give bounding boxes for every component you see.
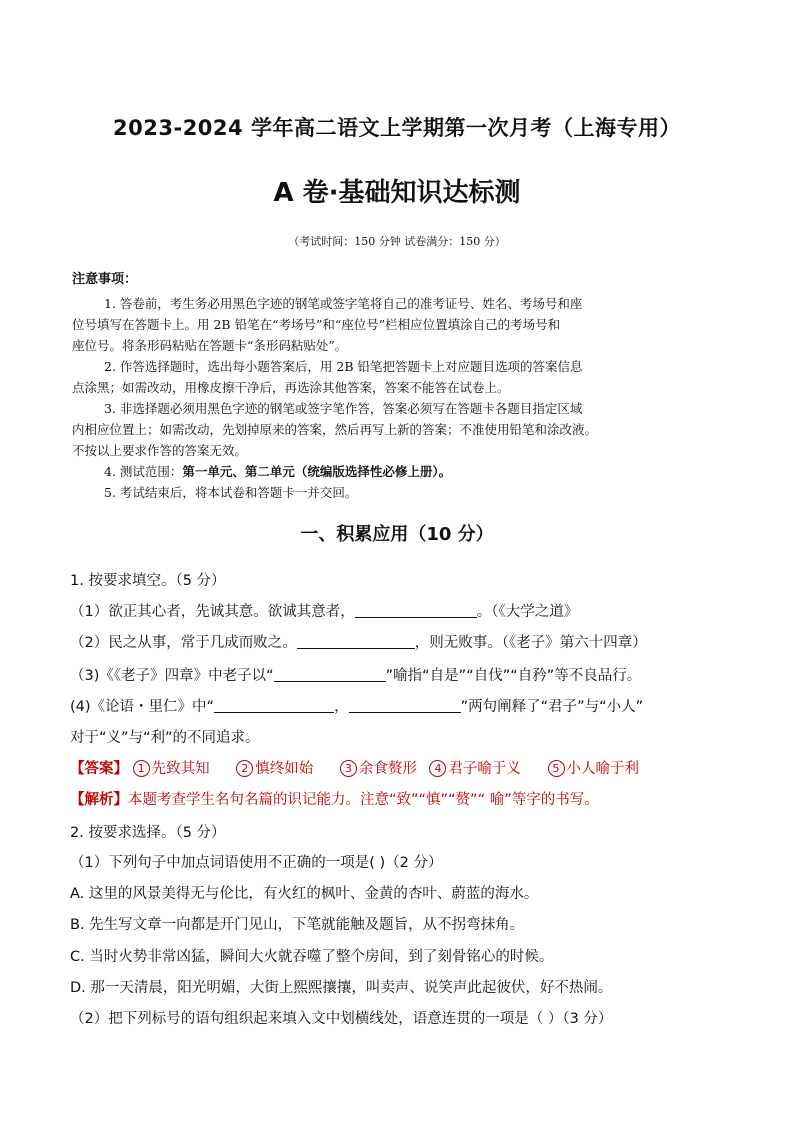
q1-analysis [70, 788, 599, 809]
q1-sub4-text-b: ”两句阐释了“君子”与“小人” [460, 699, 644, 715]
answer-number-5: 5 [548, 760, 565, 777]
exam-title: 2023-2024 学年高二语文上学期第一次月考（上海专用） [113, 116, 681, 140]
q2-sub1: （1）下列句子中加点词语使用不正确的一项是( )（2 分） [70, 855, 443, 871]
q1-answer [70, 757, 639, 778]
q1-sub3 [70, 664, 641, 685]
notice-item-1-line-1: 1. 答卷前，考生务必用黑色字迹的钢笔或签字笔将自己的准考证号、姓名、考场号和座 [104, 296, 583, 311]
q1-sub1-text-a: （1）欲正其心者，先诚其意。欲诚其意者， [70, 604, 355, 620]
answer-number-3: 3 [340, 760, 357, 777]
answer-number-1: 1 [133, 760, 150, 777]
answer-text-3: 余食赘形 [358, 761, 417, 777]
q2-option-b: B. 先生写文章一向都是开门见山，下笔就能触及题旨，从不拐弯抹角。 [70, 917, 525, 933]
q2-sub2: （2）把下列标号的语句组织起来填入文中划横线处，语意连贯的一项是（ ）（3 分） [70, 1011, 613, 1027]
q1-sub2 [70, 631, 647, 652]
q1-sub1-text-b: 。（《大学之道》 [476, 604, 579, 620]
q1-sub3-blank [274, 665, 386, 682]
answer-3 [340, 761, 417, 777]
answer-2 [236, 761, 313, 777]
notice-heading: 注意事项： [72, 272, 138, 287]
notice-item-2-line-2: 点涂黑；如需改动，用橡皮擦干净后，再选涂其他答案，答案不能答在试卷上。 [72, 380, 510, 395]
notice-item-3-line-3: 不按以上要求作答的答案无效。 [72, 443, 248, 458]
q2-option-d: D. 那一天清晨，阳光明媚，大街上熙熙攘攘，叫卖声、说笑声此起彼伏，好不热闹。 [70, 980, 613, 996]
q1-sub3-text-a: （3)《《老子》四章》中老子以“ [70, 668, 274, 684]
answer-number-4: 4 [429, 760, 446, 777]
q1-sub4-sep: ， [334, 699, 349, 715]
q1-sub2-blank [297, 632, 415, 649]
section-1-title: 一、积累应用（10 分） [300, 524, 494, 545]
q2-option-c: C. 当时火势非常凶猛，瞬间大火就吞噬了整个房间，到了刻骨铭心的时候。 [70, 949, 554, 965]
q1-sub4-blank-2 [349, 696, 461, 713]
q1-sub2-text-b: ，则无败事。（《老子》第六十四章） [414, 635, 647, 651]
answer-text-4: 君子喻于义 [448, 761, 521, 777]
analysis-label: 【解析】 [70, 792, 128, 808]
answer-number-2: 2 [236, 760, 253, 777]
answer-1 [133, 761, 210, 777]
q1-sub4 [70, 695, 643, 716]
exam-subtitle: A 卷·基础知识达标测 [273, 178, 521, 208]
q1-sub4-blank-1 [214, 696, 334, 713]
notice-item-4-prefix: 4. 测试范围： [104, 464, 183, 479]
notice-item-5: 5. 考试结束后，将本试卷和答题卡一并交回。 [104, 485, 358, 500]
answer-4 [429, 761, 521, 777]
q1-sub2-text-a: （2）民之从事，常于几成而败之。 [70, 635, 297, 651]
answer-text-1: 先致其知 [151, 761, 210, 777]
q1-sub1 [70, 600, 578, 621]
answer-text-5: 小人喻于利 [566, 761, 640, 777]
q1-sub4-cont: 对于“义”与“利”的不同追求。 [70, 730, 260, 746]
answer-label: 【答案】 [70, 761, 128, 777]
notice-item-4-scope: 第一单元、第二单元（统编版选择性必修上册）。 [182, 464, 452, 479]
answer-5 [548, 761, 640, 777]
exam-info: （考试时间：150 分钟 试卷满分：150 分） [288, 235, 506, 248]
notice-item-4 [104, 462, 451, 480]
notice-item-2-line-1: 2. 作答选择题时，选出每小题答案后，用 2B 铅笔把答题卡上对应题目选项的答案信息 [104, 359, 583, 374]
q2-stem: 2. 按要求选择。（5 分） [70, 825, 226, 841]
q2-option-a: A. 这里的风景美得无与伦比，有火红的枫叶、金黄的杏叶、蔚蓝的海水。 [70, 886, 539, 902]
q1-sub3-text-b: ”喻指“自是”“自伐”“自矜”等不良品行。 [385, 668, 642, 684]
notice-item-1-line-3: 座位号。将条形码粘贴在答题卡“条形码粘贴处”。 [72, 338, 348, 353]
q1-sub1-blank [355, 601, 477, 618]
notice-item-1-line-2: 位号填写在答题卡上。用 2B 铅笔在“考场号”和“座位号”栏相应位置填涂自己的考场号和 [72, 317, 561, 332]
notice-item-3-line-2: 内相应位置上；如需改动，先划掉原来的答案，然后再写上新的答案；不准使用铅笔和涂改液。 [72, 422, 598, 437]
analysis-text: 本题考查学生名句名篇的识记能力。注意“致”“慎”“赘”“ 喻”等字的书写。 [128, 792, 599, 808]
answer-text-2: 慎终如始 [255, 761, 314, 777]
q1-stem: 1. 按要求填空。（5 分） [70, 573, 226, 589]
q1-sub4-text-a: (4)《论语・里仁》中“ [70, 699, 215, 715]
notice-item-3-line-1: 3. 非选择题必须用黑色字迹的钢笔或签字笔作答，答案必须写在答题卡各题目指定区域 [104, 401, 583, 416]
